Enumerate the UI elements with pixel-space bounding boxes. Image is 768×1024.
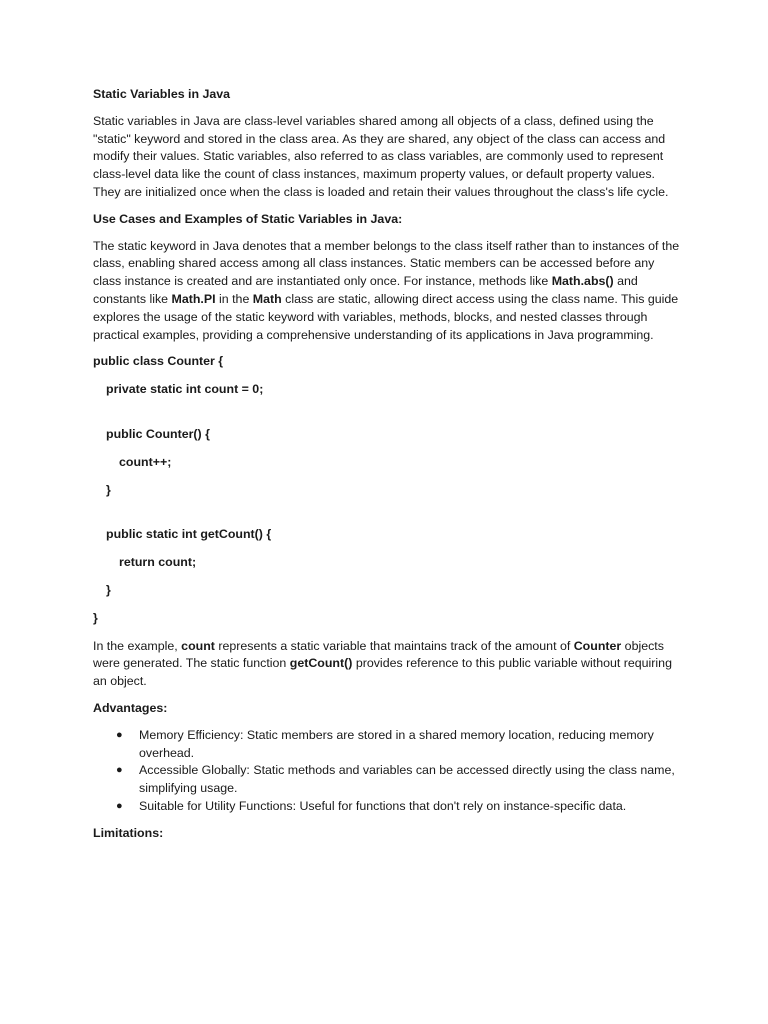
intro-paragraph: Static variables in Java are class-level variables shared among all objects of a class, defined using the "static" keyword and stored in the class area. As they are shared, any object of the class can access and modify their values. Static variables, also referred to as class variables, are commonly used to represent class-level data like the count of class instances, maximum property values, or default property values. They are initialized once when the class is loaded and retain their values throughout the class's life cycle. [93, 113, 669, 199]
code-line-3: public Counter() { [106, 426, 210, 441]
list-item [116, 727, 683, 763]
code-line-6: public static int getCount() { [106, 527, 272, 542]
use-cases-text-3: in the [215, 291, 253, 306]
count-term: count [181, 638, 215, 653]
code-line-8: } [106, 582, 111, 597]
bullet-icon: ● [116, 728, 123, 741]
code-blank-line [93, 509, 683, 526]
code-line-5: } [106, 482, 111, 497]
use-cases-text-2: and constants like [93, 274, 638, 306]
math-abs-term: Math.abs() [551, 274, 614, 289]
list-item [116, 762, 683, 798]
bullet-icon: ● [116, 764, 123, 777]
math-pi-term: Math.PI [171, 291, 216, 306]
example-paragraph [93, 638, 683, 691]
document-page [93, 86, 683, 852]
list-item-text: Accessible Globally: Static methods and variables can be accessed directly using the class name, simplifying usage. [139, 763, 675, 796]
use-cases-text-1: The static keyword in Java denotes that a member belongs to the class itself rather than to instances of the class, enabling shared access among all class instances. Static members can be accessed before any class instance is created and are instantiated only once. For instance, methods like [93, 238, 680, 289]
example-text-1: In the example, [93, 638, 182, 653]
document-title: Static Variables in Java [93, 87, 231, 101]
use-cases-paragraph [93, 238, 683, 345]
code-line-2: private static int count = 0; [106, 382, 264, 397]
code-blank-line [93, 409, 683, 426]
counter-term: Counter [573, 638, 622, 653]
use-cases-text-4: class are static, allowing direct access using the class name. This guide explores the usage of the static keyword with variables, methods, blocks, and nested classes through practical examples, providing a comprehensive understanding of its applications in Java programming. [93, 291, 679, 342]
getcount-term: getCount() [289, 656, 353, 671]
limitations-heading: Limitations: [93, 825, 164, 840]
advantages-list [93, 727, 683, 816]
list-item-text: Memory Efficiency: Static members are stored in a shared memory location, reducing memory overhead. [139, 727, 654, 760]
code-line-1: public class Counter { [93, 354, 224, 369]
code-block [93, 353, 683, 627]
code-line-7: return count; [119, 555, 197, 570]
example-text-3: objects were generated. The static function [93, 638, 664, 671]
list-item-text: Suitable for Utility Functions: Useful for functions that don't rely on instance-specific data. [139, 798, 627, 813]
example-text-2: represents a static variable that maintains track of the amount of [214, 638, 574, 653]
use-cases-heading: Use Cases and Examples of Static Variables in Java: [93, 211, 403, 226]
advantages-heading: Advantages: [93, 700, 168, 715]
example-text-4: provides reference to this public variable without requiring an object. [93, 656, 672, 689]
bullet-icon: ● [116, 799, 123, 812]
code-line-4: count++; [119, 454, 172, 469]
list-item [116, 798, 683, 816]
code-line-9: } [93, 610, 98, 625]
math-term: Math [252, 291, 282, 306]
